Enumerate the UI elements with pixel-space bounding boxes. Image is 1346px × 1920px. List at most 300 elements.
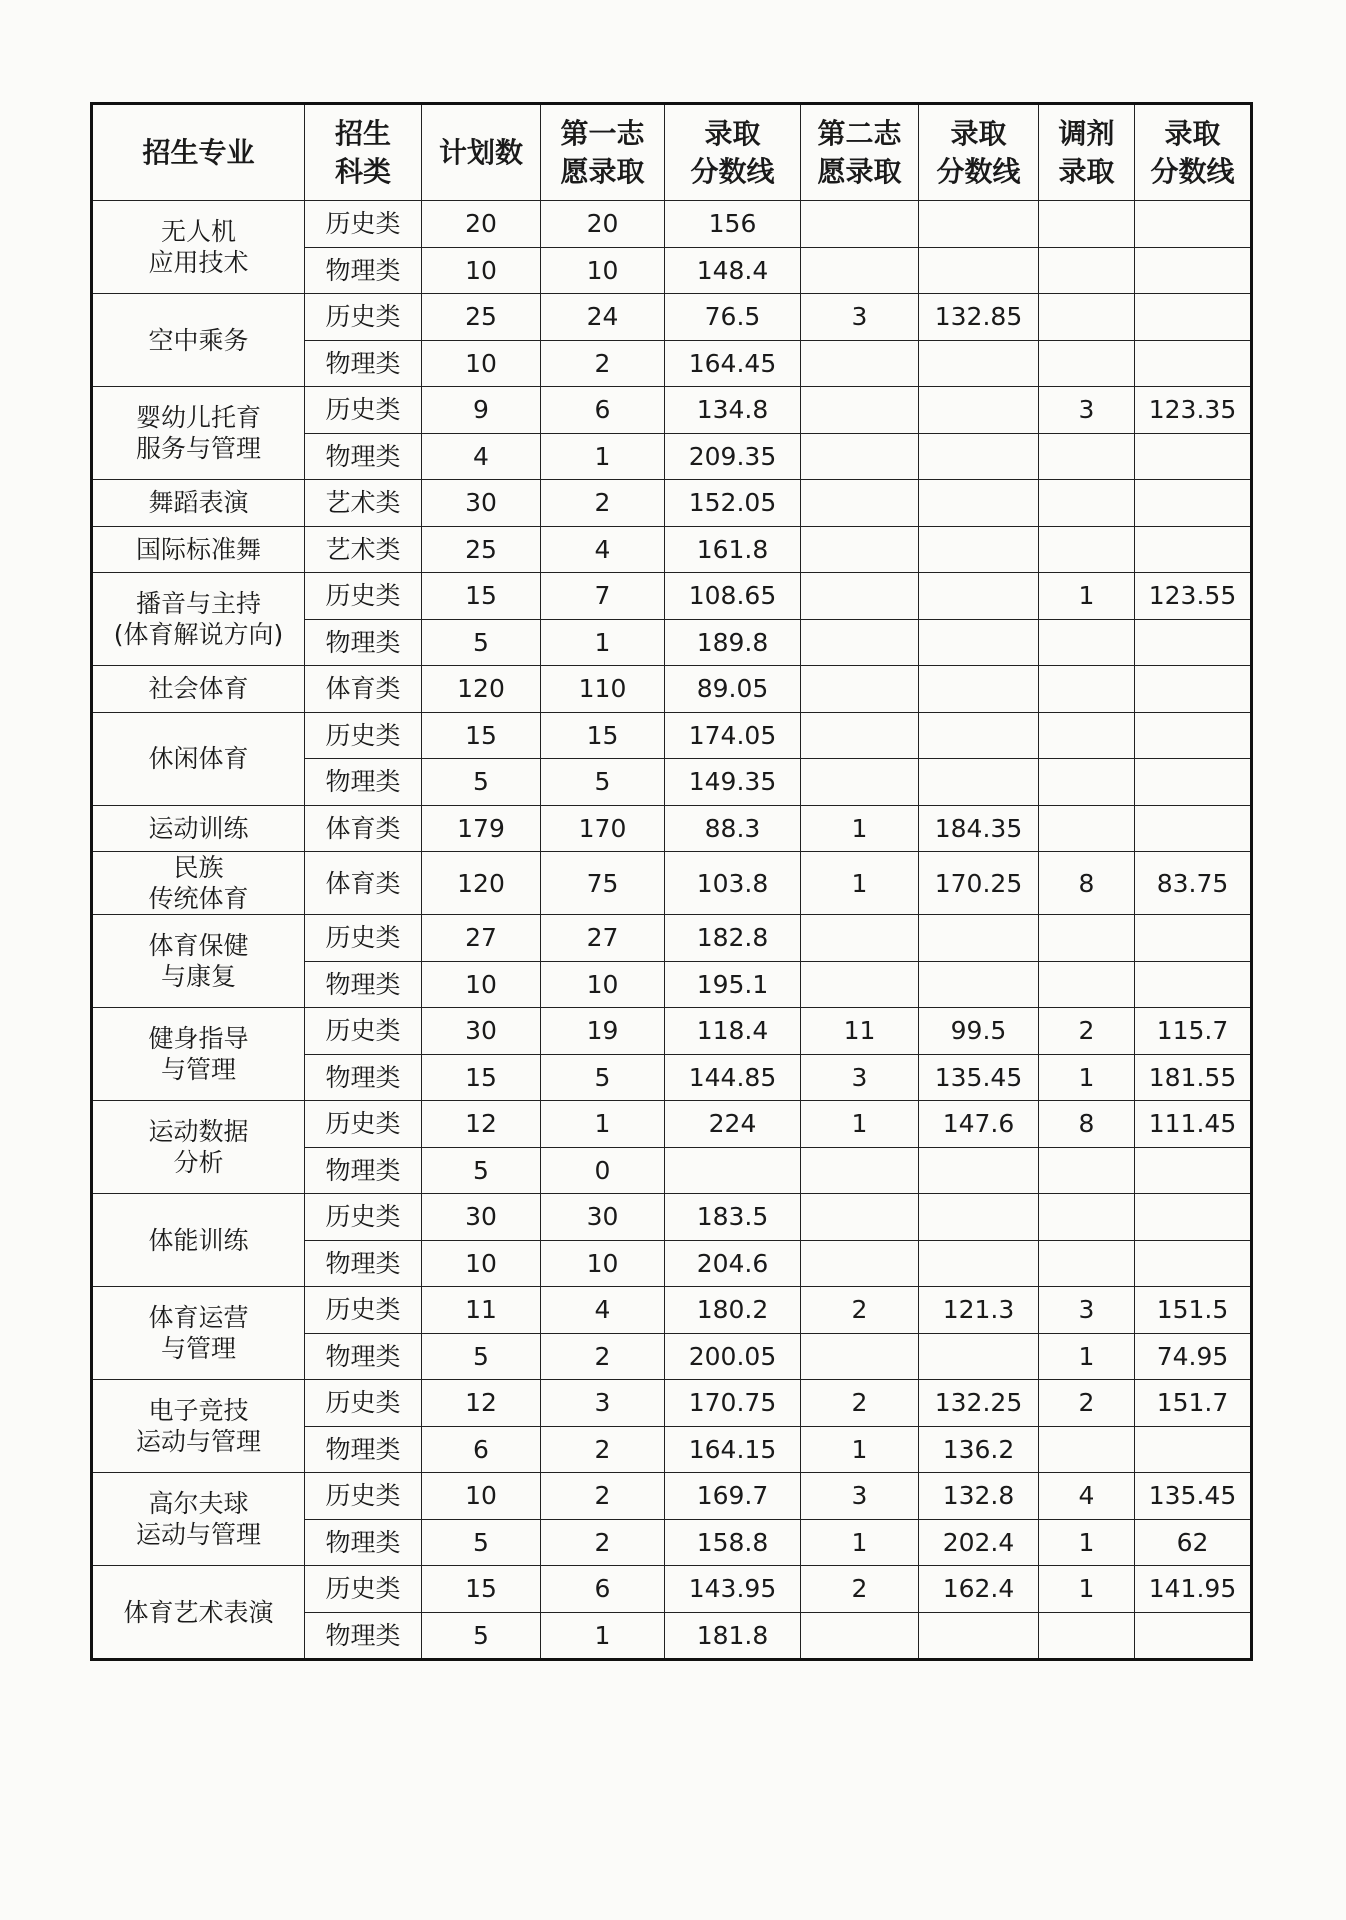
header-text: 招生专业	[142, 135, 255, 169]
cell-adjusted-score	[1135, 247, 1252, 294]
cell-major: 高尔夫球 运动与管理	[92, 1473, 305, 1566]
cell-second-choice-admitted	[801, 433, 919, 480]
cell-plan-count: 30	[422, 480, 541, 527]
cell-major: 健身指导 与管理	[92, 1008, 305, 1101]
cell-second-choice-score	[919, 759, 1039, 806]
cell-subject-category: 历史类	[305, 1101, 422, 1148]
cell-first-choice-score: 209.35	[665, 433, 801, 480]
cell-adjusted-admitted: 1	[1039, 1054, 1135, 1101]
cell-major: 体能训练	[92, 1194, 305, 1287]
cell-adjusted-admitted: 1	[1039, 573, 1135, 620]
cell-plan-count: 30	[422, 1008, 541, 1055]
cell-first-choice-score: 182.8	[665, 915, 801, 962]
cell-adjusted-admitted	[1039, 480, 1135, 527]
cell-first-choice-score: 89.05	[665, 666, 801, 713]
cell-major: 空中乘务	[92, 294, 305, 387]
cell-second-choice-admitted: 1	[801, 852, 919, 915]
cell-second-choice-admitted: 2	[801, 1287, 919, 1334]
cell-second-choice-score	[919, 1333, 1039, 1380]
cell-subject-category: 物理类	[305, 619, 422, 666]
cell-adjusted-score	[1135, 294, 1252, 341]
table-row	[92, 387, 1252, 434]
cell-second-choice-score: 170.25	[919, 852, 1039, 915]
cell-first-choice-admitted: 75	[541, 852, 665, 915]
cell-subject-category: 历史类	[305, 201, 422, 248]
cell-first-choice-score: 152.05	[665, 480, 801, 527]
cell-subject-category: 物理类	[305, 1054, 422, 1101]
cell-major: 体育保健 与康复	[92, 915, 305, 1008]
cell-second-choice-admitted	[801, 961, 919, 1008]
cell-plan-count: 15	[422, 1054, 541, 1101]
cell-subject-category: 历史类	[305, 915, 422, 962]
cell-plan-count: 5	[422, 1147, 541, 1194]
cell-adjusted-admitted	[1039, 666, 1135, 713]
cell-major: 国际标准舞	[92, 526, 305, 573]
cell-second-choice-score	[919, 1612, 1039, 1660]
cell-second-choice-score	[919, 915, 1039, 962]
cell-adjusted-score	[1135, 433, 1252, 480]
cell-adjusted-admitted: 1	[1039, 1566, 1135, 1613]
cell-first-choice-admitted: 5	[541, 759, 665, 806]
table-header-row	[92, 104, 1252, 201]
header-adjusted-admitted	[1039, 104, 1135, 201]
cell-plan-count: 25	[422, 526, 541, 573]
cell-plan-count: 15	[422, 1566, 541, 1613]
cell-first-choice-admitted: 2	[541, 1333, 665, 1380]
cell-adjusted-score	[1135, 805, 1252, 852]
cell-second-choice-admitted	[801, 480, 919, 527]
cell-first-choice-score: 164.45	[665, 340, 801, 387]
cell-first-choice-score: 181.8	[665, 1612, 801, 1660]
cell-second-choice-score: 121.3	[919, 1287, 1039, 1334]
cell-first-choice-admitted: 110	[541, 666, 665, 713]
cell-adjusted-score	[1135, 666, 1252, 713]
cell-adjusted-score	[1135, 1426, 1252, 1473]
cell-subject-category: 历史类	[305, 1008, 422, 1055]
cell-second-choice-score	[919, 387, 1039, 434]
cell-first-choice-admitted: 27	[541, 915, 665, 962]
cell-first-choice-admitted: 1	[541, 1101, 665, 1148]
cell-first-choice-admitted: 2	[541, 1426, 665, 1473]
cell-major: 休闲体育	[92, 712, 305, 805]
cell-adjusted-admitted	[1039, 1147, 1135, 1194]
cell-first-choice-score: 204.6	[665, 1240, 801, 1287]
cell-first-choice-score: 103.8	[665, 852, 801, 915]
cell-adjusted-score	[1135, 1194, 1252, 1241]
cell-second-choice-admitted	[801, 666, 919, 713]
cell-plan-count: 4	[422, 433, 541, 480]
cell-first-choice-score: 134.8	[665, 387, 801, 434]
cell-major: 运动训练	[92, 805, 305, 852]
cell-plan-count: 179	[422, 805, 541, 852]
cell-first-choice-admitted: 20	[541, 201, 665, 248]
cell-subject-category: 物理类	[305, 340, 422, 387]
cell-second-choice-score: 184.35	[919, 805, 1039, 852]
cell-plan-count: 120	[422, 666, 541, 713]
cell-plan-count: 25	[422, 294, 541, 341]
cell-adjusted-score	[1135, 619, 1252, 666]
cell-second-choice-score	[919, 433, 1039, 480]
cell-first-choice-admitted: 10	[541, 247, 665, 294]
header-first-choice-score	[665, 104, 801, 201]
cell-second-choice-admitted	[801, 1147, 919, 1194]
header-text: 调剂 录取	[1058, 116, 1115, 188]
cell-first-choice-admitted: 1	[541, 1612, 665, 1660]
header-text: 招生 科类	[334, 116, 391, 188]
cell-plan-count: 5	[422, 1612, 541, 1660]
table-row	[92, 201, 1252, 248]
cell-plan-count: 12	[422, 1380, 541, 1427]
cell-plan-count: 10	[422, 340, 541, 387]
cell-adjusted-admitted: 2	[1039, 1380, 1135, 1427]
cell-adjusted-score	[1135, 759, 1252, 806]
cell-second-choice-score: 132.85	[919, 294, 1039, 341]
cell-second-choice-score: 132.25	[919, 1380, 1039, 1427]
cell-adjusted-admitted	[1039, 433, 1135, 480]
cell-first-choice-admitted: 6	[541, 387, 665, 434]
cell-second-choice-score	[919, 961, 1039, 1008]
cell-first-choice-score: 149.35	[665, 759, 801, 806]
table-row	[92, 712, 1252, 759]
cell-major: 播音与主持 (体育解说方向)	[92, 573, 305, 666]
cell-second-choice-score	[919, 619, 1039, 666]
table-row	[92, 1473, 1252, 1520]
cell-second-choice-admitted	[801, 1612, 919, 1660]
cell-first-choice-score: 180.2	[665, 1287, 801, 1334]
cell-adjusted-admitted	[1039, 247, 1135, 294]
cell-second-choice-score	[919, 712, 1039, 759]
table-row	[92, 294, 1252, 341]
cell-second-choice-admitted	[801, 573, 919, 620]
cell-second-choice-admitted: 1	[801, 805, 919, 852]
cell-first-choice-admitted: 2	[541, 1519, 665, 1566]
cell-first-choice-admitted: 24	[541, 294, 665, 341]
cell-adjusted-admitted	[1039, 961, 1135, 1008]
table-row	[92, 1566, 1252, 1613]
cell-adjusted-admitted	[1039, 805, 1135, 852]
cell-second-choice-score	[919, 666, 1039, 713]
cell-plan-count: 27	[422, 915, 541, 962]
cell-plan-count: 5	[422, 1333, 541, 1380]
cell-first-choice-score	[665, 1147, 801, 1194]
cell-second-choice-admitted	[801, 387, 919, 434]
cell-adjusted-admitted: 1	[1039, 1333, 1135, 1380]
cell-subject-category: 历史类	[305, 294, 422, 341]
cell-subject-category: 体育类	[305, 666, 422, 713]
cell-adjusted-score	[1135, 1612, 1252, 1660]
cell-first-choice-admitted: 7	[541, 573, 665, 620]
cell-adjusted-admitted	[1039, 619, 1135, 666]
cell-second-choice-score	[919, 201, 1039, 248]
cell-plan-count: 30	[422, 1194, 541, 1241]
table-row	[92, 666, 1252, 713]
cell-second-choice-admitted: 1	[801, 1101, 919, 1148]
cell-adjusted-score: 123.55	[1135, 573, 1252, 620]
cell-first-choice-admitted: 1	[541, 619, 665, 666]
header-subject-category	[305, 104, 422, 201]
cell-adjusted-admitted	[1039, 294, 1135, 341]
cell-plan-count: 5	[422, 759, 541, 806]
cell-plan-count: 10	[422, 1240, 541, 1287]
cell-subject-category: 体育类	[305, 852, 422, 915]
cell-major: 无人机 应用技术	[92, 201, 305, 294]
cell-plan-count: 11	[422, 1287, 541, 1334]
cell-plan-count: 10	[422, 961, 541, 1008]
cell-plan-count: 10	[422, 247, 541, 294]
header-text: 录取 分数线	[936, 116, 1021, 188]
cell-adjusted-score: 83.75	[1135, 852, 1252, 915]
cell-adjusted-admitted	[1039, 526, 1135, 573]
cell-subject-category: 物理类	[305, 961, 422, 1008]
cell-second-choice-admitted: 3	[801, 294, 919, 341]
cell-second-choice-admitted	[801, 1240, 919, 1287]
cell-adjusted-score	[1135, 480, 1252, 527]
cell-first-choice-admitted: 15	[541, 712, 665, 759]
cell-plan-count: 5	[422, 1519, 541, 1566]
cell-second-choice-admitted	[801, 619, 919, 666]
cell-adjusted-admitted: 2	[1039, 1008, 1135, 1055]
cell-subject-category: 艺术类	[305, 480, 422, 527]
cell-subject-category: 物理类	[305, 247, 422, 294]
cell-second-choice-admitted	[801, 1333, 919, 1380]
header-first-choice-admitted	[541, 104, 665, 201]
cell-adjusted-admitted	[1039, 1194, 1135, 1241]
cell-major: 社会体育	[92, 666, 305, 713]
cell-second-choice-admitted: 3	[801, 1054, 919, 1101]
table-row	[92, 1008, 1252, 1055]
cell-second-choice-score	[919, 1147, 1039, 1194]
cell-first-choice-admitted: 19	[541, 1008, 665, 1055]
cell-adjusted-score: 74.95	[1135, 1333, 1252, 1380]
cell-second-choice-admitted	[801, 712, 919, 759]
cell-first-choice-score: 144.85	[665, 1054, 801, 1101]
table-row	[92, 1380, 1252, 1427]
cell-adjusted-score	[1135, 712, 1252, 759]
cell-adjusted-admitted	[1039, 712, 1135, 759]
cell-second-choice-admitted: 2	[801, 1380, 919, 1427]
header-plan-count	[422, 104, 541, 201]
cell-adjusted-score: 141.95	[1135, 1566, 1252, 1613]
cell-plan-count: 12	[422, 1101, 541, 1148]
cell-adjusted-admitted: 3	[1039, 387, 1135, 434]
table-row	[92, 480, 1252, 527]
cell-subject-category: 历史类	[305, 573, 422, 620]
cell-first-choice-score: 200.05	[665, 1333, 801, 1380]
cell-second-choice-score	[919, 573, 1039, 620]
cell-subject-category: 历史类	[305, 1473, 422, 1520]
cell-subject-category: 体育类	[305, 805, 422, 852]
cell-first-choice-score: 88.3	[665, 805, 801, 852]
cell-adjusted-score: 135.45	[1135, 1473, 1252, 1520]
cell-subject-category: 历史类	[305, 1566, 422, 1613]
cell-first-choice-score: 189.8	[665, 619, 801, 666]
cell-second-choice-admitted: 11	[801, 1008, 919, 1055]
cell-second-choice-score	[919, 1194, 1039, 1241]
cell-first-choice-admitted: 2	[541, 340, 665, 387]
cell-plan-count: 15	[422, 712, 541, 759]
cell-major: 民族 传统体育	[92, 852, 305, 915]
cell-first-choice-score: 156	[665, 201, 801, 248]
admission-score-table	[90, 102, 1253, 1661]
cell-subject-category: 历史类	[305, 712, 422, 759]
cell-first-choice-score: 161.8	[665, 526, 801, 573]
cell-first-choice-score: 143.95	[665, 1566, 801, 1613]
header-text: 第一志 愿录取	[560, 116, 645, 188]
cell-first-choice-admitted: 1	[541, 433, 665, 480]
cell-adjusted-score: 115.7	[1135, 1008, 1252, 1055]
cell-second-choice-score	[919, 480, 1039, 527]
cell-second-choice-score	[919, 1240, 1039, 1287]
cell-plan-count: 5	[422, 619, 541, 666]
cell-adjusted-admitted	[1039, 201, 1135, 248]
cell-first-choice-admitted: 2	[541, 1473, 665, 1520]
cell-major: 舞蹈表演	[92, 480, 305, 527]
cell-first-choice-admitted: 6	[541, 1566, 665, 1613]
cell-second-choice-score: 99.5	[919, 1008, 1039, 1055]
cell-adjusted-admitted	[1039, 1240, 1135, 1287]
cell-subject-category: 物理类	[305, 1612, 422, 1660]
cell-first-choice-admitted: 30	[541, 1194, 665, 1241]
cell-second-choice-admitted	[801, 247, 919, 294]
cell-adjusted-score	[1135, 961, 1252, 1008]
header-text: 录取 分数线	[690, 116, 775, 188]
cell-second-choice-score	[919, 247, 1039, 294]
cell-subject-category: 物理类	[305, 1426, 422, 1473]
cell-second-choice-admitted: 3	[801, 1473, 919, 1520]
cell-adjusted-admitted: 4	[1039, 1473, 1135, 1520]
cell-first-choice-score: 224	[665, 1101, 801, 1148]
cell-adjusted-admitted: 8	[1039, 1101, 1135, 1148]
cell-adjusted-score	[1135, 1240, 1252, 1287]
header-text: 计划数	[438, 135, 523, 169]
cell-plan-count: 20	[422, 201, 541, 248]
cell-first-choice-score: 148.4	[665, 247, 801, 294]
cell-subject-category: 物理类	[305, 1240, 422, 1287]
cell-second-choice-admitted	[801, 1194, 919, 1241]
header-second-choice-admitted	[801, 104, 919, 201]
cell-second-choice-score: 162.4	[919, 1566, 1039, 1613]
cell-subject-category: 历史类	[305, 387, 422, 434]
header-major	[92, 104, 305, 201]
cell-first-choice-admitted: 10	[541, 961, 665, 1008]
cell-adjusted-admitted	[1039, 340, 1135, 387]
cell-first-choice-score: 169.7	[665, 1473, 801, 1520]
table-row	[92, 526, 1252, 573]
header-text: 录取 分数线	[1150, 116, 1235, 188]
cell-second-choice-admitted: 1	[801, 1519, 919, 1566]
cell-second-choice-admitted	[801, 915, 919, 962]
cell-first-choice-score: 76.5	[665, 294, 801, 341]
cell-second-choice-admitted	[801, 759, 919, 806]
cell-adjusted-score: 62	[1135, 1519, 1252, 1566]
cell-first-choice-admitted: 4	[541, 526, 665, 573]
admission-table-wrapper	[90, 102, 1253, 1661]
table-row	[92, 1101, 1252, 1148]
cell-subject-category: 物理类	[305, 1333, 422, 1380]
cell-first-choice-admitted: 4	[541, 1287, 665, 1334]
cell-adjusted-score: 111.45	[1135, 1101, 1252, 1148]
cell-adjusted-score: 123.35	[1135, 387, 1252, 434]
cell-adjusted-admitted	[1039, 1612, 1135, 1660]
cell-second-choice-admitted: 1	[801, 1426, 919, 1473]
cell-subject-category: 历史类	[305, 1194, 422, 1241]
cell-first-choice-score: 174.05	[665, 712, 801, 759]
cell-subject-category: 物理类	[305, 433, 422, 480]
cell-second-choice-admitted	[801, 201, 919, 248]
cell-first-choice-score: 158.8	[665, 1519, 801, 1566]
cell-major: 电子竞技 运动与管理	[92, 1380, 305, 1473]
cell-adjusted-score: 151.5	[1135, 1287, 1252, 1334]
cell-plan-count: 6	[422, 1426, 541, 1473]
cell-second-choice-score: 132.8	[919, 1473, 1039, 1520]
cell-first-choice-score: 164.15	[665, 1426, 801, 1473]
table-row	[92, 915, 1252, 962]
cell-subject-category: 历史类	[305, 1287, 422, 1334]
cell-plan-count: 15	[422, 573, 541, 620]
header-second-choice-score	[919, 104, 1039, 201]
cell-subject-category: 历史类	[305, 1380, 422, 1427]
cell-adjusted-admitted: 1	[1039, 1519, 1135, 1566]
cell-first-choice-admitted: 3	[541, 1380, 665, 1427]
cell-adjusted-score	[1135, 340, 1252, 387]
cell-subject-category: 艺术类	[305, 526, 422, 573]
cell-second-choice-admitted	[801, 340, 919, 387]
cell-major: 体育运营 与管理	[92, 1287, 305, 1380]
cell-first-choice-admitted: 2	[541, 480, 665, 527]
cell-second-choice-score: 135.45	[919, 1054, 1039, 1101]
cell-first-choice-score: 170.75	[665, 1380, 801, 1427]
cell-plan-count: 120	[422, 852, 541, 915]
cell-first-choice-score: 118.4	[665, 1008, 801, 1055]
cell-major: 体育艺术表演	[92, 1566, 305, 1660]
cell-first-choice-score: 195.1	[665, 961, 801, 1008]
table-row	[92, 573, 1252, 620]
cell-second-choice-admitted: 2	[801, 1566, 919, 1613]
cell-second-choice-score	[919, 526, 1039, 573]
cell-first-choice-admitted: 0	[541, 1147, 665, 1194]
cell-adjusted-admitted	[1039, 1426, 1135, 1473]
cell-second-choice-admitted	[801, 526, 919, 573]
table-row	[92, 1194, 1252, 1241]
cell-adjusted-admitted: 8	[1039, 852, 1135, 915]
cell-first-choice-score: 108.65	[665, 573, 801, 620]
header-text: 第二志 愿录取	[817, 116, 902, 188]
cell-adjusted-score: 151.7	[1135, 1380, 1252, 1427]
cell-subject-category: 物理类	[305, 759, 422, 806]
cell-adjusted-admitted: 3	[1039, 1287, 1135, 1334]
cell-plan-count: 9	[422, 387, 541, 434]
cell-adjusted-admitted	[1039, 759, 1135, 806]
cell-second-choice-score: 202.4	[919, 1519, 1039, 1566]
cell-first-choice-admitted: 5	[541, 1054, 665, 1101]
cell-subject-category: 物理类	[305, 1147, 422, 1194]
cell-subject-category: 物理类	[305, 1519, 422, 1566]
cell-second-choice-score	[919, 340, 1039, 387]
table-body	[92, 201, 1252, 1660]
cell-adjusted-score: 181.55	[1135, 1054, 1252, 1101]
cell-major: 婴幼儿托育 服务与管理	[92, 387, 305, 480]
table-row	[92, 1287, 1252, 1334]
cell-adjusted-admitted	[1039, 915, 1135, 962]
header-adjusted-score	[1135, 104, 1252, 201]
cell-adjusted-score	[1135, 526, 1252, 573]
cell-first-choice-admitted: 170	[541, 805, 665, 852]
cell-adjusted-score	[1135, 201, 1252, 248]
cell-adjusted-score	[1135, 915, 1252, 962]
cell-second-choice-score: 136.2	[919, 1426, 1039, 1473]
cell-major: 运动数据 分析	[92, 1101, 305, 1194]
cell-first-choice-admitted: 10	[541, 1240, 665, 1287]
